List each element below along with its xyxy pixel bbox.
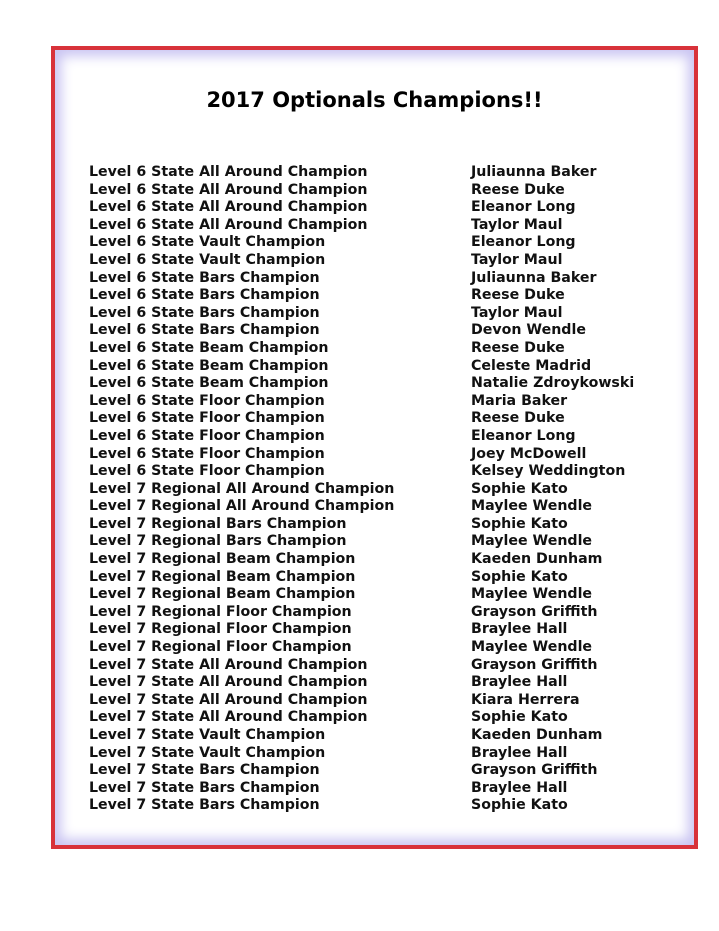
champion-event: Level 7 State Vault Champion xyxy=(89,744,326,761)
champion-event: Level 7 Regional Beam Champion xyxy=(89,568,356,585)
champion-name: Maria Baker xyxy=(471,392,568,409)
champion-event: Level 6 State Beam Champion xyxy=(89,339,329,356)
champion-event: Level 7 Regional Floor Champion xyxy=(89,639,352,656)
champion-name: Sophie Kato xyxy=(471,709,568,726)
champion-event: Level 6 State Floor Champion xyxy=(89,445,325,462)
champion-name: Eleanor Long xyxy=(471,427,576,444)
champion-row xyxy=(89,516,669,534)
champion-event: Level 7 Regional Beam Champion xyxy=(89,551,356,568)
champion-name: Reese Duke xyxy=(471,339,565,356)
champion-event: Level 6 State Vault Champion xyxy=(89,234,326,251)
champion-name: Juliaunna Baker xyxy=(471,164,597,180)
champion-row xyxy=(89,745,669,763)
champion-event: Level 7 State All Around Champion xyxy=(89,674,368,691)
champion-name: Reese Duke xyxy=(471,181,565,198)
champion-row xyxy=(89,797,669,815)
champion-row xyxy=(89,322,669,340)
champion-row xyxy=(89,533,669,551)
champion-row xyxy=(89,305,669,323)
champion-event: Level 7 Regional Beam Champion xyxy=(89,586,356,603)
champion-row xyxy=(89,199,669,217)
champion-name: Braylee Hall xyxy=(471,744,568,761)
champion-row xyxy=(89,639,669,657)
champion-list xyxy=(89,164,669,815)
champion-name: Kaeden Dunham xyxy=(471,551,603,568)
champion-name: Kiara Herrera xyxy=(471,691,580,708)
champion-row xyxy=(89,569,669,587)
champion-row xyxy=(89,234,669,252)
champion-event: Level 7 Regional All Around Champion xyxy=(89,480,395,497)
champion-name: Sophie Kato xyxy=(471,515,568,532)
champion-event: Level 7 State All Around Champion xyxy=(89,709,368,726)
champion-row xyxy=(89,252,669,270)
champion-event: Level 6 State All Around Champion xyxy=(89,216,368,233)
champion-name: Maylee Wendle xyxy=(471,586,593,603)
champion-event: Level 7 Regional Bars Champion xyxy=(89,515,347,532)
champion-name: Taylor Maul xyxy=(471,304,563,321)
champion-name: Devon Wendle xyxy=(471,322,586,339)
champion-row xyxy=(89,270,669,288)
champion-name: Juliaunna Baker xyxy=(471,269,597,286)
champion-event: Level 7 State Bars Champion xyxy=(89,797,320,814)
champion-row xyxy=(89,586,669,604)
champion-row xyxy=(89,709,669,727)
champion-event: Level 6 State Floor Champion xyxy=(89,463,325,480)
champion-name: Sophie Kato xyxy=(471,480,568,497)
champion-row xyxy=(89,340,669,358)
champion-row xyxy=(89,287,669,305)
champion-name: Reese Duke xyxy=(471,287,565,304)
champion-event: Level 6 State All Around Champion xyxy=(89,164,368,180)
champion-event: Level 7 State Vault Champion xyxy=(89,727,326,743)
champion-event: Level 7 State Bars Champion xyxy=(89,779,320,796)
champion-row xyxy=(89,498,669,516)
champion-row xyxy=(89,358,669,376)
champion-name: Taylor Maul xyxy=(471,216,563,233)
champion-event: Level 7 State All Around Champion xyxy=(89,656,368,673)
champion-name: Maylee Wendle xyxy=(471,639,593,656)
champion-name: Reese Duke xyxy=(471,410,565,427)
champion-name: Natalie Zdroykowski xyxy=(471,375,635,392)
champion-event: Level 6 State Beam Champion xyxy=(89,357,329,374)
champion-row xyxy=(89,657,669,675)
champion-name: Braylee Hall xyxy=(471,674,568,691)
champion-name: Joey McDowell xyxy=(471,445,587,462)
champion-name: Grayson Griffith xyxy=(471,656,598,673)
champion-row xyxy=(89,780,669,798)
champion-row xyxy=(89,428,669,446)
champion-row xyxy=(89,481,669,499)
champion-event: Level 6 State Bars Champion xyxy=(89,304,320,321)
champion-row xyxy=(89,727,669,745)
champion-row xyxy=(89,446,669,464)
champion-event: Level 7 Regional Floor Champion xyxy=(89,603,352,620)
champion-row xyxy=(89,182,669,200)
champion-name: Eleanor Long xyxy=(471,199,576,216)
champion-event: Level 6 State Floor Champion xyxy=(89,427,325,444)
champion-row xyxy=(89,410,669,428)
champion-row xyxy=(89,762,669,780)
champion-event: Level 7 State All Around Champion xyxy=(89,691,368,708)
champion-event: Level 6 State All Around Champion xyxy=(89,181,368,198)
champion-event: Level 7 Regional Bars Champion xyxy=(89,533,347,550)
champion-row xyxy=(89,164,669,182)
champion-name: Maylee Wendle xyxy=(471,498,593,515)
champion-event: Level 6 State All Around Champion xyxy=(89,199,368,216)
champion-event: Level 6 State Bars Champion xyxy=(89,322,320,339)
champion-event: Level 6 State Floor Champion xyxy=(89,410,325,427)
champion-row xyxy=(89,621,669,639)
champion-event: Level 6 State Beam Champion xyxy=(89,375,329,392)
champion-row xyxy=(89,604,669,622)
champion-event: Level 7 Regional Floor Champion xyxy=(89,621,352,638)
champion-name: Sophie Kato xyxy=(471,797,568,814)
champion-event: Level 6 State Bars Champion xyxy=(89,287,320,304)
page-title: 2017 Optionals Champions!! xyxy=(206,88,543,112)
champion-event: Level 7 Regional All Around Champion xyxy=(89,498,395,515)
champion-row xyxy=(89,217,669,235)
champion-row xyxy=(89,551,669,569)
champion-event: Level 6 State Floor Champion xyxy=(89,392,325,409)
champion-row xyxy=(89,463,669,481)
champion-name: Taylor Maul xyxy=(471,251,563,268)
champion-name: Grayson Griffith xyxy=(471,762,598,779)
champion-name: Celeste Madrid xyxy=(471,357,592,374)
champion-row xyxy=(89,375,669,393)
champion-row xyxy=(89,674,669,692)
champion-name: Grayson Griffith xyxy=(471,603,598,620)
champion-event: Level 6 State Vault Champion xyxy=(89,251,326,268)
champion-event: Level 7 State Bars Champion xyxy=(89,762,320,779)
champion-name: Maylee Wendle xyxy=(471,533,593,550)
document-frame xyxy=(51,46,698,849)
champion-row xyxy=(89,393,669,411)
champion-name: Sophie Kato xyxy=(471,568,568,585)
champion-name: Braylee Hall xyxy=(471,621,568,638)
champion-name: Braylee Hall xyxy=(471,779,568,796)
champion-event: Level 6 State Bars Champion xyxy=(89,269,320,286)
champion-row xyxy=(89,692,669,710)
champion-name: Kelsey Weddington xyxy=(471,463,626,480)
champion-name: Kaeden Dunham xyxy=(471,727,603,743)
champion-name: Eleanor Long xyxy=(471,234,576,251)
